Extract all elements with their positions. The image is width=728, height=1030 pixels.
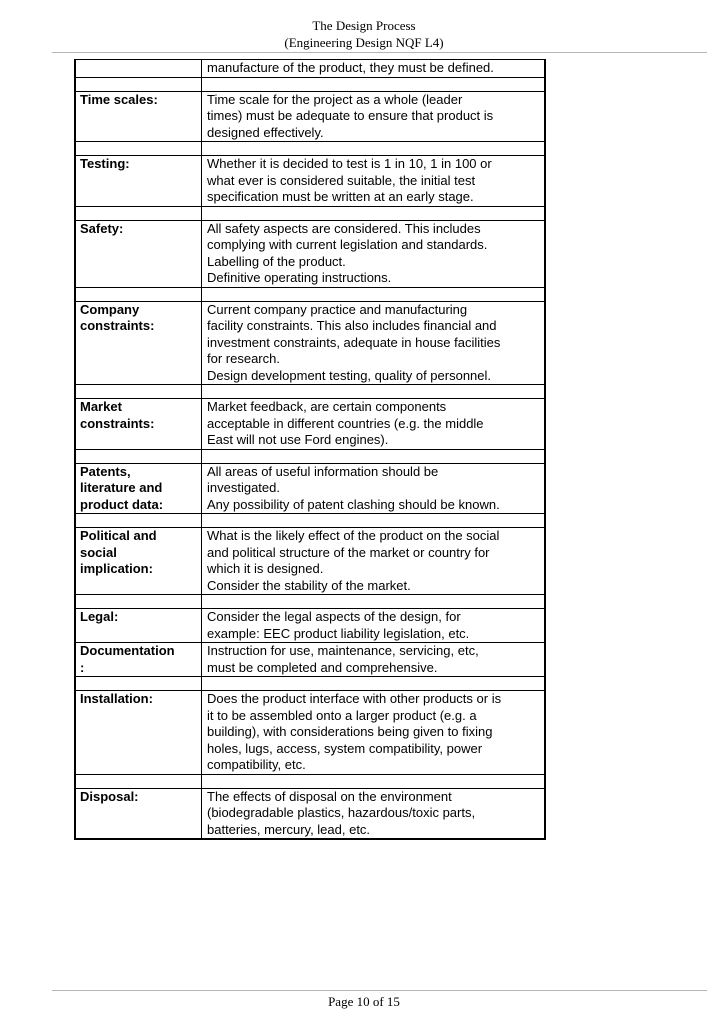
row-description-line: it to be assembled onto a larger product (e.g. a [207,707,477,723]
row-label [75,91,202,142]
row-description-line: investigated. [207,480,280,495]
row-label-line: Installation: [80,691,153,706]
row-description [202,399,546,450]
table-row [75,399,545,450]
spacer-cell [202,206,546,220]
row-description-line: manufacture of the product, they must be defined. [207,60,494,75]
row-description [202,528,546,595]
table-spacer-row [75,142,545,156]
row-description-line: and political structure of the market or country for [207,544,490,560]
spacer-cell [75,77,202,91]
row-label-line: social [80,544,117,560]
table-spacer-row [75,774,545,788]
table-spacer-row [75,449,545,463]
row-description-line: specification must be written at an early stage. [207,189,474,204]
row-description-line: Instruction for use, maintenance, servicing, etc, [207,643,479,658]
row-description [202,643,546,677]
row-description-line: What is the likely effect of the product on the social [207,528,500,543]
spacer-cell [202,449,546,463]
row-label [75,528,202,595]
table-spacer-row [75,514,545,528]
row-description-line: example: EEC product liability legislation, etc. [207,625,470,641]
table-row [75,463,545,514]
spacer-cell [202,385,546,399]
row-label-line: Patents, [80,463,131,479]
row-description-line: building), with considerations being given to fixing [207,724,493,739]
row-label [75,788,202,839]
row-description-line: Whether it is decided to test is 1 in 10, 1 in 100 or [207,156,492,171]
row-description-line: acceptable in different countries (e.g. the middle [207,415,484,431]
design-spec-table-body [75,60,545,840]
row-label-line: product data: [80,496,164,512]
row-description-line: investment constraints, adequate in house facilities [207,334,501,350]
spacer-cell [202,77,546,91]
row-description [202,91,546,142]
row-description-line: Time scale for the project as a whole (leader [207,91,463,107]
row-description [202,301,546,385]
row-description-line: batteries, mercury, lead, etc. [207,821,371,837]
table-row [75,691,545,775]
row-label-line: Company [80,301,140,317]
table-spacer-row [75,206,545,220]
row-description-line: The effects of disposal on the environment [207,788,452,804]
row-label [75,643,202,677]
table-spacer-row [75,287,545,301]
row-description-line: Design development testing, quality of personnel. [207,367,492,383]
design-spec-table [74,59,546,840]
row-description [202,220,546,287]
row-description [202,691,546,775]
row-label-line: Legal: [80,609,119,624]
header-rule [52,52,707,53]
spacer-cell [75,595,202,609]
row-label-line: Market [80,399,122,414]
table-row [75,788,545,839]
row-description [202,156,546,207]
row-description-line: Current company practice and manufacturing [207,301,468,317]
row-description-line: Definitive operating instructions. [207,270,392,285]
table-spacer-row [75,595,545,609]
row-label-line: Political and [80,528,157,543]
table-spacer-row [75,677,545,691]
row-description-line: designed effectively. [207,124,324,140]
row-description-line: must be completed and comprehensive. [207,659,438,675]
row-description-line: Labelling of the product. [207,253,346,269]
row-label-line: Safety: [80,220,124,236]
spacer-cell [75,449,202,463]
table-row [75,643,545,677]
row-description-line: (biodegradable plastics, hazardous/toxic parts, [207,805,476,820]
row-description-line: Market feedback, are certain components [207,399,447,414]
spacer-cell [75,514,202,528]
table-row [75,156,545,207]
row-description-line: for research. [207,351,280,366]
spacer-cell [75,287,202,301]
row-label-line: Time scales: [80,91,158,107]
row-description-line: compatibility, etc. [207,757,306,772]
table-spacer-row [75,77,545,91]
row-label-line: Disposal: [80,788,139,804]
row-label [75,691,202,775]
row-description-line: Consider the legal aspects of the design, for [207,609,461,624]
spacer-cell [202,287,546,301]
row-label-line: : [80,659,85,675]
spacer-cell [202,142,546,156]
spacer-cell [202,677,546,691]
spacer-cell [202,595,546,609]
row-description [202,463,546,514]
row-label [75,220,202,287]
row-description-line: All safety aspects are considered. This includes [207,220,481,236]
row-description-line: Does the product interface with other products or is [207,691,502,706]
page-footer: Page 10 of 15 [328,994,400,1009]
spacer-cell [202,514,546,528]
row-description-line: complying with current legislation and standards. [207,237,488,252]
spacer-cell [75,385,202,399]
row-label-line: Testing: [80,156,130,171]
row-label [75,399,202,450]
document-subtitle: (Engineering Design NQF L4) [284,35,444,50]
footer-rule [52,990,707,991]
row-label-line: Documentation [80,643,175,658]
row-description [202,609,546,643]
row-description [202,788,546,839]
row-label-line: constraints: [80,415,155,431]
row-label [75,156,202,207]
row-description-line: East will not use Ford engines). [207,432,389,447]
row-description-line: Any possibility of patent clashing should be known. [207,496,500,512]
row-label [75,60,202,78]
table-row [75,220,545,287]
row-description-line: All areas of useful information should be [207,463,439,479]
table-row [75,528,545,595]
row-description-line: times) must be adequate to ensure that product is [207,108,494,123]
spacer-cell [75,677,202,691]
table-row [75,60,545,78]
page-header [0,17,728,51]
spacer-cell [75,206,202,220]
table-row [75,609,545,643]
row-label [75,463,202,514]
row-label-line: implication: [80,561,153,576]
spacer-cell [202,774,546,788]
row-description-line: holes, lugs, access, system compatibility, power [207,740,483,756]
row-description-line: Consider the stability of the market. [207,577,411,593]
row-description-line: facility constraints. This also includes financial and [207,318,497,333]
row-label [75,609,202,643]
row-label-line: literature and [80,480,163,495]
document-title: The Design Process [312,18,416,33]
row-label [75,301,202,385]
row-label-line: constraints: [80,318,155,333]
table-row [75,91,545,142]
table-spacer-row [75,385,545,399]
spacer-cell [75,774,202,788]
row-description [202,60,546,78]
row-description-line: which it is designed. [207,561,324,576]
row-description-line: what ever is considered suitable, the initial test [207,172,476,188]
table-row [75,301,545,385]
spacer-cell [75,142,202,156]
